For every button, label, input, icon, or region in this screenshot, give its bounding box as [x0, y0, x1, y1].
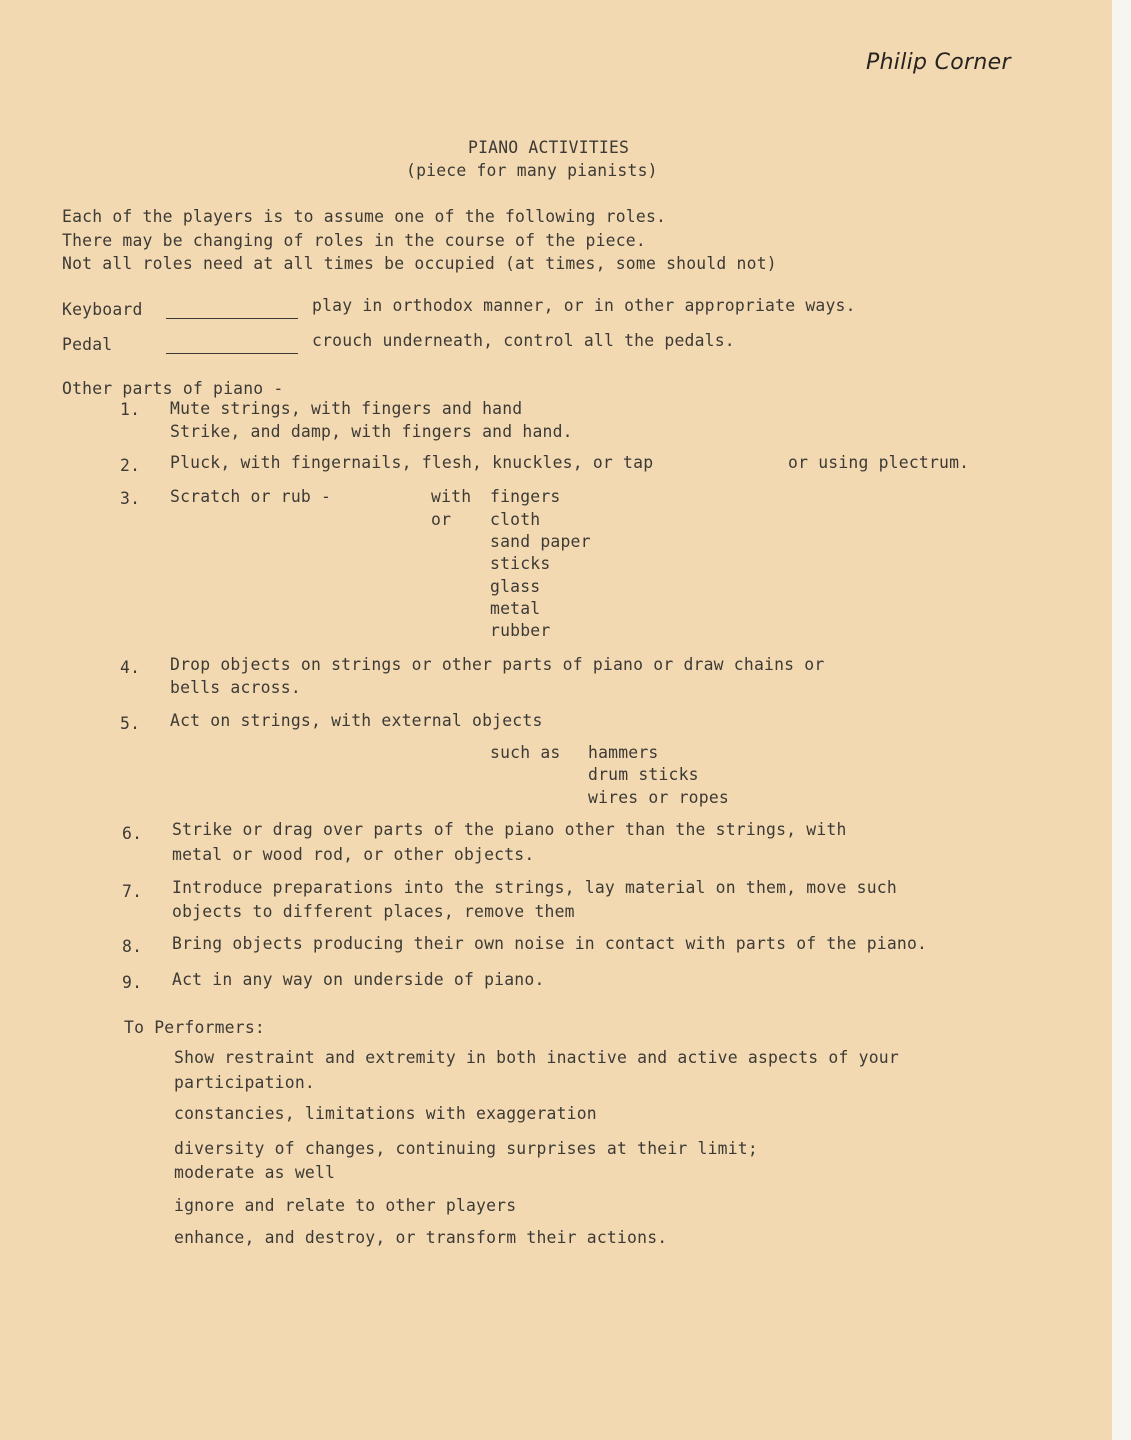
role-description: crouch underneath, control all the pedals. [312, 331, 735, 350]
item-text: Act on strings, with external objects [170, 711, 543, 730]
item-text: Mute strings, with fingers and hand [170, 399, 523, 418]
intro-line: There may be changing of roles in the course of the piece. [62, 231, 646, 250]
item-number: 3. [120, 489, 141, 508]
item-number: 4. [120, 658, 141, 677]
item-text: Strike, and damp, with fingers and hand. [170, 422, 573, 441]
role-description: play in orthodox manner, or in other appropriate ways. [312, 296, 856, 315]
item-connector: such as [490, 743, 561, 762]
item-text: objects to different places, remove them [172, 902, 575, 921]
author-signature: Philip Corner [866, 50, 1011, 75]
material-item: sticks [490, 554, 551, 573]
material-item: fingers [490, 487, 561, 506]
item-number: 5. [120, 714, 141, 733]
performer-note: moderate as well [174, 1163, 336, 1182]
item-text: Pluck, with fingernails, flesh, knuckles, or tap [170, 453, 654, 472]
intro-line: Not all roles need at all times be occupied (at times, some should not) [62, 254, 777, 273]
item-text: Introduce preparations into the strings, lay material on them, move such [172, 878, 897, 897]
item-text: Bring objects producing their own noise in contact with parts of the piano. [172, 934, 928, 953]
item-number: 9. [122, 973, 143, 992]
role-name: Keyboard [62, 300, 143, 319]
page-edge-margin [1112, 0, 1131, 1440]
item-text: Scratch or rub - [170, 487, 332, 506]
item-text-extra: or using plectrum. [788, 453, 970, 472]
role-blank-line [166, 318, 298, 319]
item-text: bells across. [170, 678, 301, 697]
document-title: PIANO ACTIVITIES [468, 138, 630, 157]
performer-note: participation. [174, 1073, 315, 1092]
item-number: 1. [120, 400, 141, 419]
material-item: rubber [490, 621, 551, 640]
material-item: metal [490, 599, 541, 618]
item-connector: with [431, 487, 472, 506]
item-number: 8. [122, 937, 143, 956]
material-item: cloth [490, 510, 541, 529]
item-text: Strike or drag over parts of the piano other than the strings, with [172, 820, 847, 839]
intro-line: Each of the players is to assume one of the following roles. [62, 207, 667, 226]
performers-heading: To Performers: [124, 1018, 265, 1037]
material-item: sand paper [490, 532, 591, 551]
object-item: wires or ropes [588, 788, 729, 807]
item-text: metal or wood rod, or other objects. [172, 845, 535, 864]
item-text: Act in any way on underside of piano. [172, 970, 545, 989]
item-number: 2. [120, 456, 141, 475]
performer-note: constancies, limitations with exaggeration [174, 1104, 597, 1123]
performer-note: enhance, and destroy, or transform their actions. [174, 1228, 668, 1247]
role-blank-line [166, 353, 298, 354]
item-text: Drop objects on strings or other parts of piano or draw chains or [170, 655, 825, 674]
material-item: glass [490, 577, 541, 596]
performer-note: Show restraint and extremity in both inactive and active aspects of your [174, 1048, 899, 1067]
document-subtitle: (piece for many pianists) [406, 161, 658, 180]
performer-note: ignore and relate to other players [174, 1196, 517, 1215]
item-number: 6. [122, 824, 143, 843]
role-name: Pedal [62, 335, 113, 354]
other-parts-heading: Other parts of piano - [62, 379, 284, 398]
item-connector: or [431, 510, 452, 529]
performer-note: diversity of changes, continuing surprises at their limit; [174, 1139, 758, 1158]
object-item: drum sticks [588, 765, 699, 784]
object-item: hammers [588, 743, 659, 762]
item-number: 7. [122, 882, 143, 901]
